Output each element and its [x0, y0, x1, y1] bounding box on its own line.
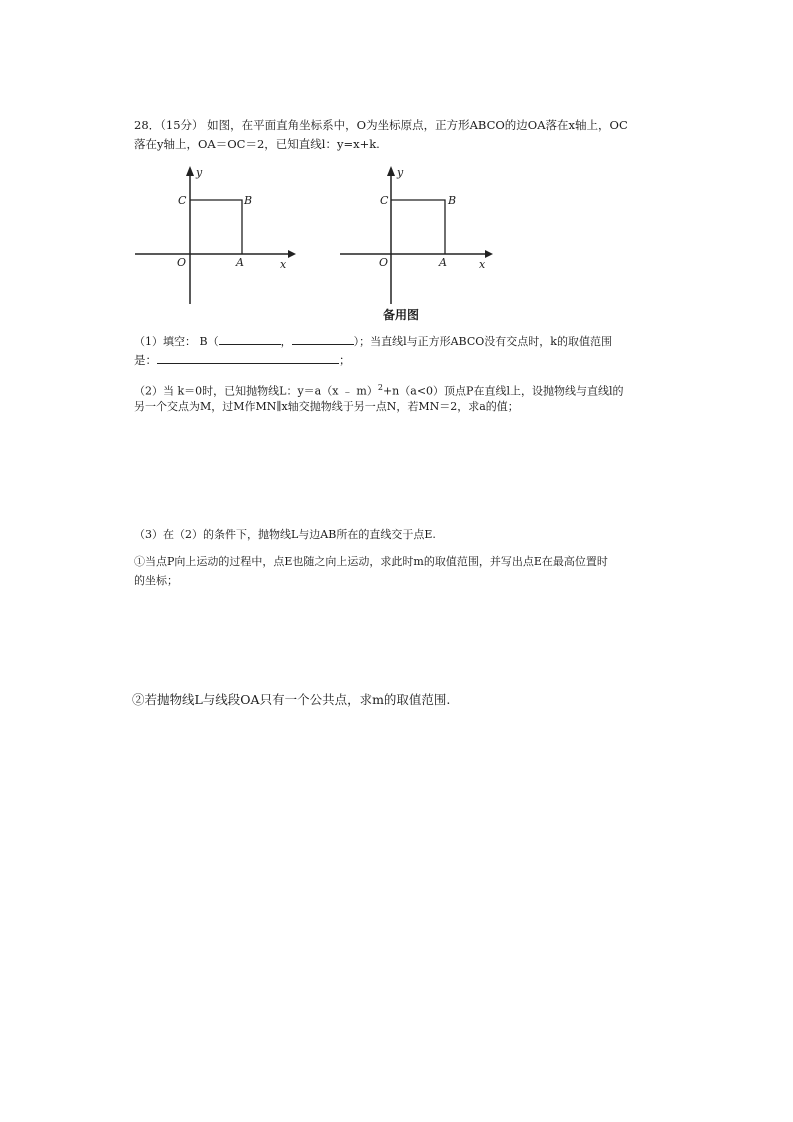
point-a-label: A [439, 256, 447, 269]
answer-blank-bx[interactable] [219, 332, 281, 345]
part-3-sub-2: ②若抛物线L与线段OA只有一个公共点，求m的取值范围. [132, 692, 451, 707]
origin-label: O [177, 256, 187, 269]
part-1-end: ； [339, 353, 351, 367]
part-2-text-b: +n（a<0）顶点P在直线l上，设抛物线与直线l的 [382, 384, 624, 398]
part-2-line-2: 另一个交点为M，过M作MN∥x轴交抛物线于另一点N，若MN＝2，求a的值； [134, 400, 519, 413]
backup-figure-caption: 备用图 [383, 308, 420, 322]
problem-header-line-2: 落在y轴上，OA＝OC＝2，已知直线l：y=x+k. [134, 137, 380, 151]
part-2-exponent: 2 [377, 383, 383, 392]
point-c-label: C [380, 194, 389, 207]
y-axis-label: y [397, 166, 404, 179]
part-1-line-2 [134, 351, 351, 368]
part-2-text-a: （2）当 k＝0时，已知抛物线L：y＝a（x ﹣ m） [134, 384, 378, 398]
point-b-label: B [448, 194, 457, 207]
x-axis-label: x [280, 258, 287, 271]
part-1-text-c: 是： [134, 353, 157, 367]
part-3-sub-1-line-1: ①当点P向上运动的过程中，点E也随之向上运动，求此时m的取值范围，并写出点E在最高位置时 [134, 555, 608, 568]
coordinate-figure-backup [335, 162, 505, 307]
point-b-label: B [244, 194, 253, 207]
problem-header-line-1: 28．（15分） 如图，在平面直角坐标系中，O为坐标原点，正方形ABCO的边OA落在x轴上，OC [134, 118, 628, 132]
answer-blank-by[interactable] [292, 332, 354, 345]
point-c-label: C [178, 194, 187, 207]
point-a-label: A [236, 256, 244, 269]
part-1-text-a: （1）填空： B（ [134, 335, 219, 348]
y-axis-label: y [196, 166, 203, 179]
origin-label: O [379, 256, 389, 269]
answer-blank-k-range[interactable] [157, 351, 339, 364]
part-1-text-b: ）；当直线l与正方形ABCO没有交点时，k的取值范围 [353, 335, 612, 348]
part-2-line-1 [134, 380, 623, 400]
x-axis-label: x [479, 258, 486, 271]
part-3-line-1: （3）在（2）的条件下，抛物线L与边AB所在的直线交于点E. [134, 528, 436, 541]
part-1-line-1 [134, 332, 612, 350]
coordinate-figure-main [130, 162, 300, 307]
part-3-sub-1-line-2: 的坐标； [134, 574, 178, 587]
part-1-comma: ， [280, 335, 292, 348]
